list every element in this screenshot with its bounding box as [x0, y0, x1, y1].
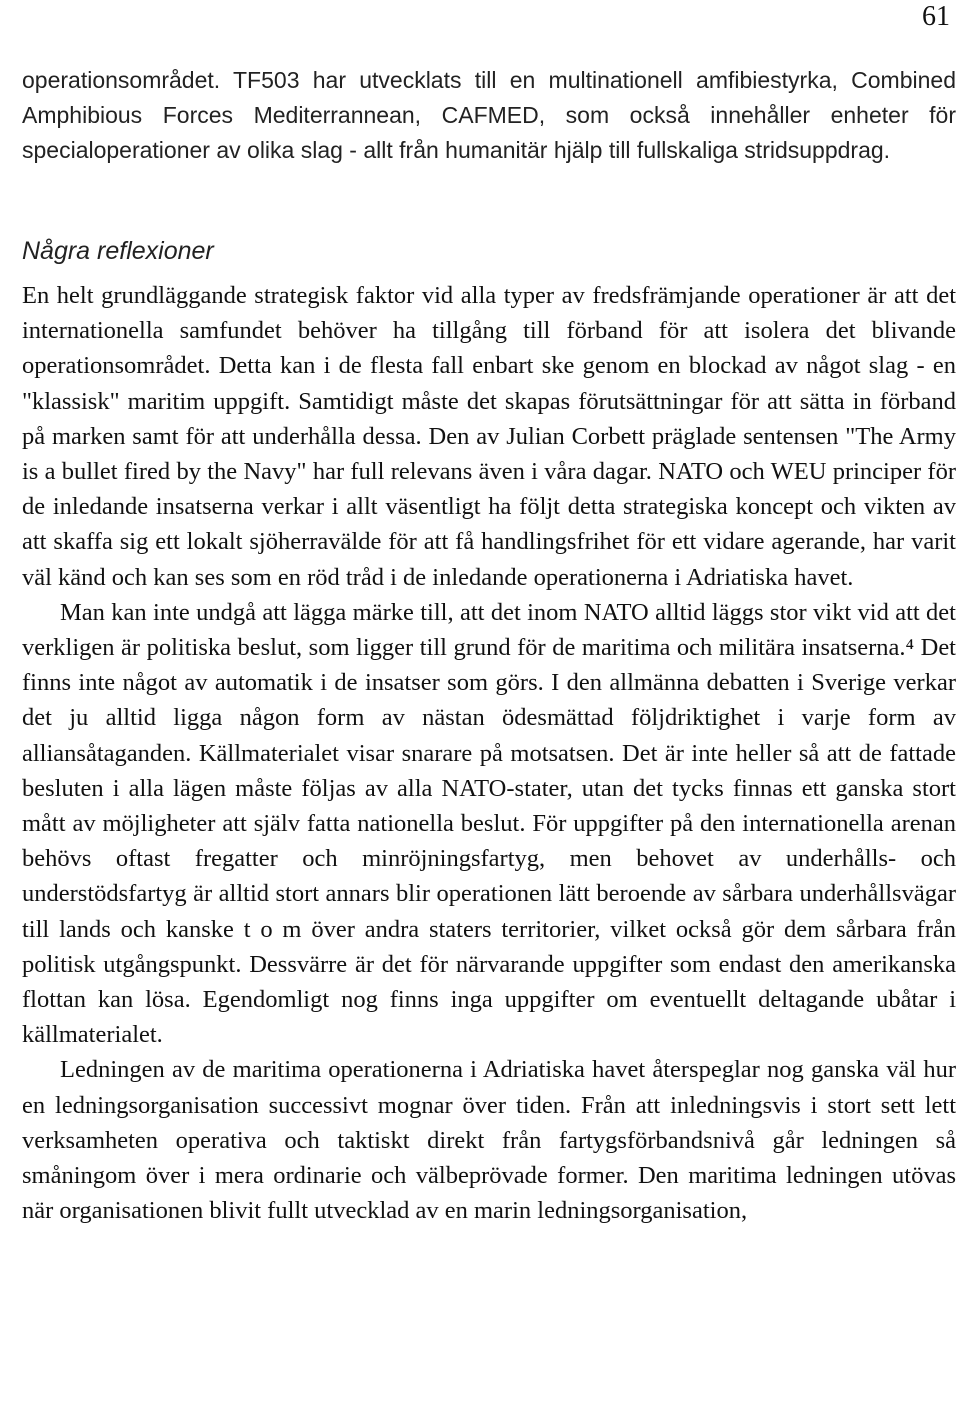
paragraph-1: En helt grundläggande strategisk faktor vid alla typer av fredsfrämjande operationer är att det internationella samfundet behöver ha tillgång till förband för att isolera det blivande operationsområdet. Detta kan i de flesta fall enbart ske genom en blockad av något slag - en "klassisk" maritim uppgift. Samtidigt måste det skapas förutsättningar för att sätta in förband på marken samt för att underhålla dessa. Den av Julian Corbett präglade sentensen "The Army is a bullet fired by the Navy" har full relevans även i våra dagar. NATO och WEU principer för de inledande insatserna verkar i allt väsentligt ha följt detta strategiska koncept och vikten av att skaffa sig ett lokalt sjöherravälde för att få handlingsfrihet för ett vidare agerande, har varit väl känd och kan ses som en röd tråd i de inledande operationerna i Adriatiska havet.	[22, 282, 956, 591]
paragraph-2: Man kan inte undgå att lägga märke till, att det inom NATO alltid läggs stor vikt vid att det verkligen är politiska beslut, som ligger till grund för de maritima och militära insatserna.⁴ Det finns inte något av automatik i de insatser som görs. I den allmänna debatten i Sverige verkar det ju alltid ligga någon form av nästan ödesmättad följdriktighet i varje form av alliansåtaganden. Källmaterialet visar snarare på motsatsen. Det är inte heller så att de fattade besluten i alla lägen måste följas av alla NATO-stater, utan det tycks finnas ett ganska stort mått av möjligheter att själv fatta nationella beslut. För uppgifter på den internationella arenan behövs oftast fregatter och minröjningsfartyg, men behovet av underhålls- och understödsfartyg är alltid stort annars blir operationen lätt beroende av sårbara underhållsvägar till lands och kanske t o m över andra staters territorier, vilket också gör dem sårbara från politisk utgångspunkt. Dessvärre är det för närvarande uppgifter som endast den amerikanska flottan kan lösa. Egendomligt nog finns inga uppgifter om eventuellt deltagande ubåtar i källmaterialet.	[22, 598, 956, 1049]
paragraph-3: Ledningen av de maritima operationerna i Adriatiska havet återspeglar nog ganska väl hur en ledningsorganisation successivt mognar över tiden. Från att inledningsvis i stort sett lett verksamheten operativa och taktiskt direkt från fartygsförbandsnivå går ledningen så småningom över i mera ordinarie och välbeprövade former. Den maritima ledningen utövas när organisationen blivit fullt utvecklad av en marin ledningsorganisation,	[22, 1056, 956, 1225]
intro-paragraph	[22, 63, 956, 168]
intro-text: operationsområdet. TF503 har utvecklats till en multinationell amfibiestyrka, Combined Amphibious Forces Mediterrannean, CAFMED, som också innehåller enheter för specialoperationer av olika slag - allt från humanitär hjälp till fullskaliga stridsuppdrag.	[22, 67, 956, 163]
page-number: 61	[922, 1, 950, 32]
section-body	[22, 278, 956, 1228]
section-heading: Några reflexioner	[22, 237, 214, 265]
